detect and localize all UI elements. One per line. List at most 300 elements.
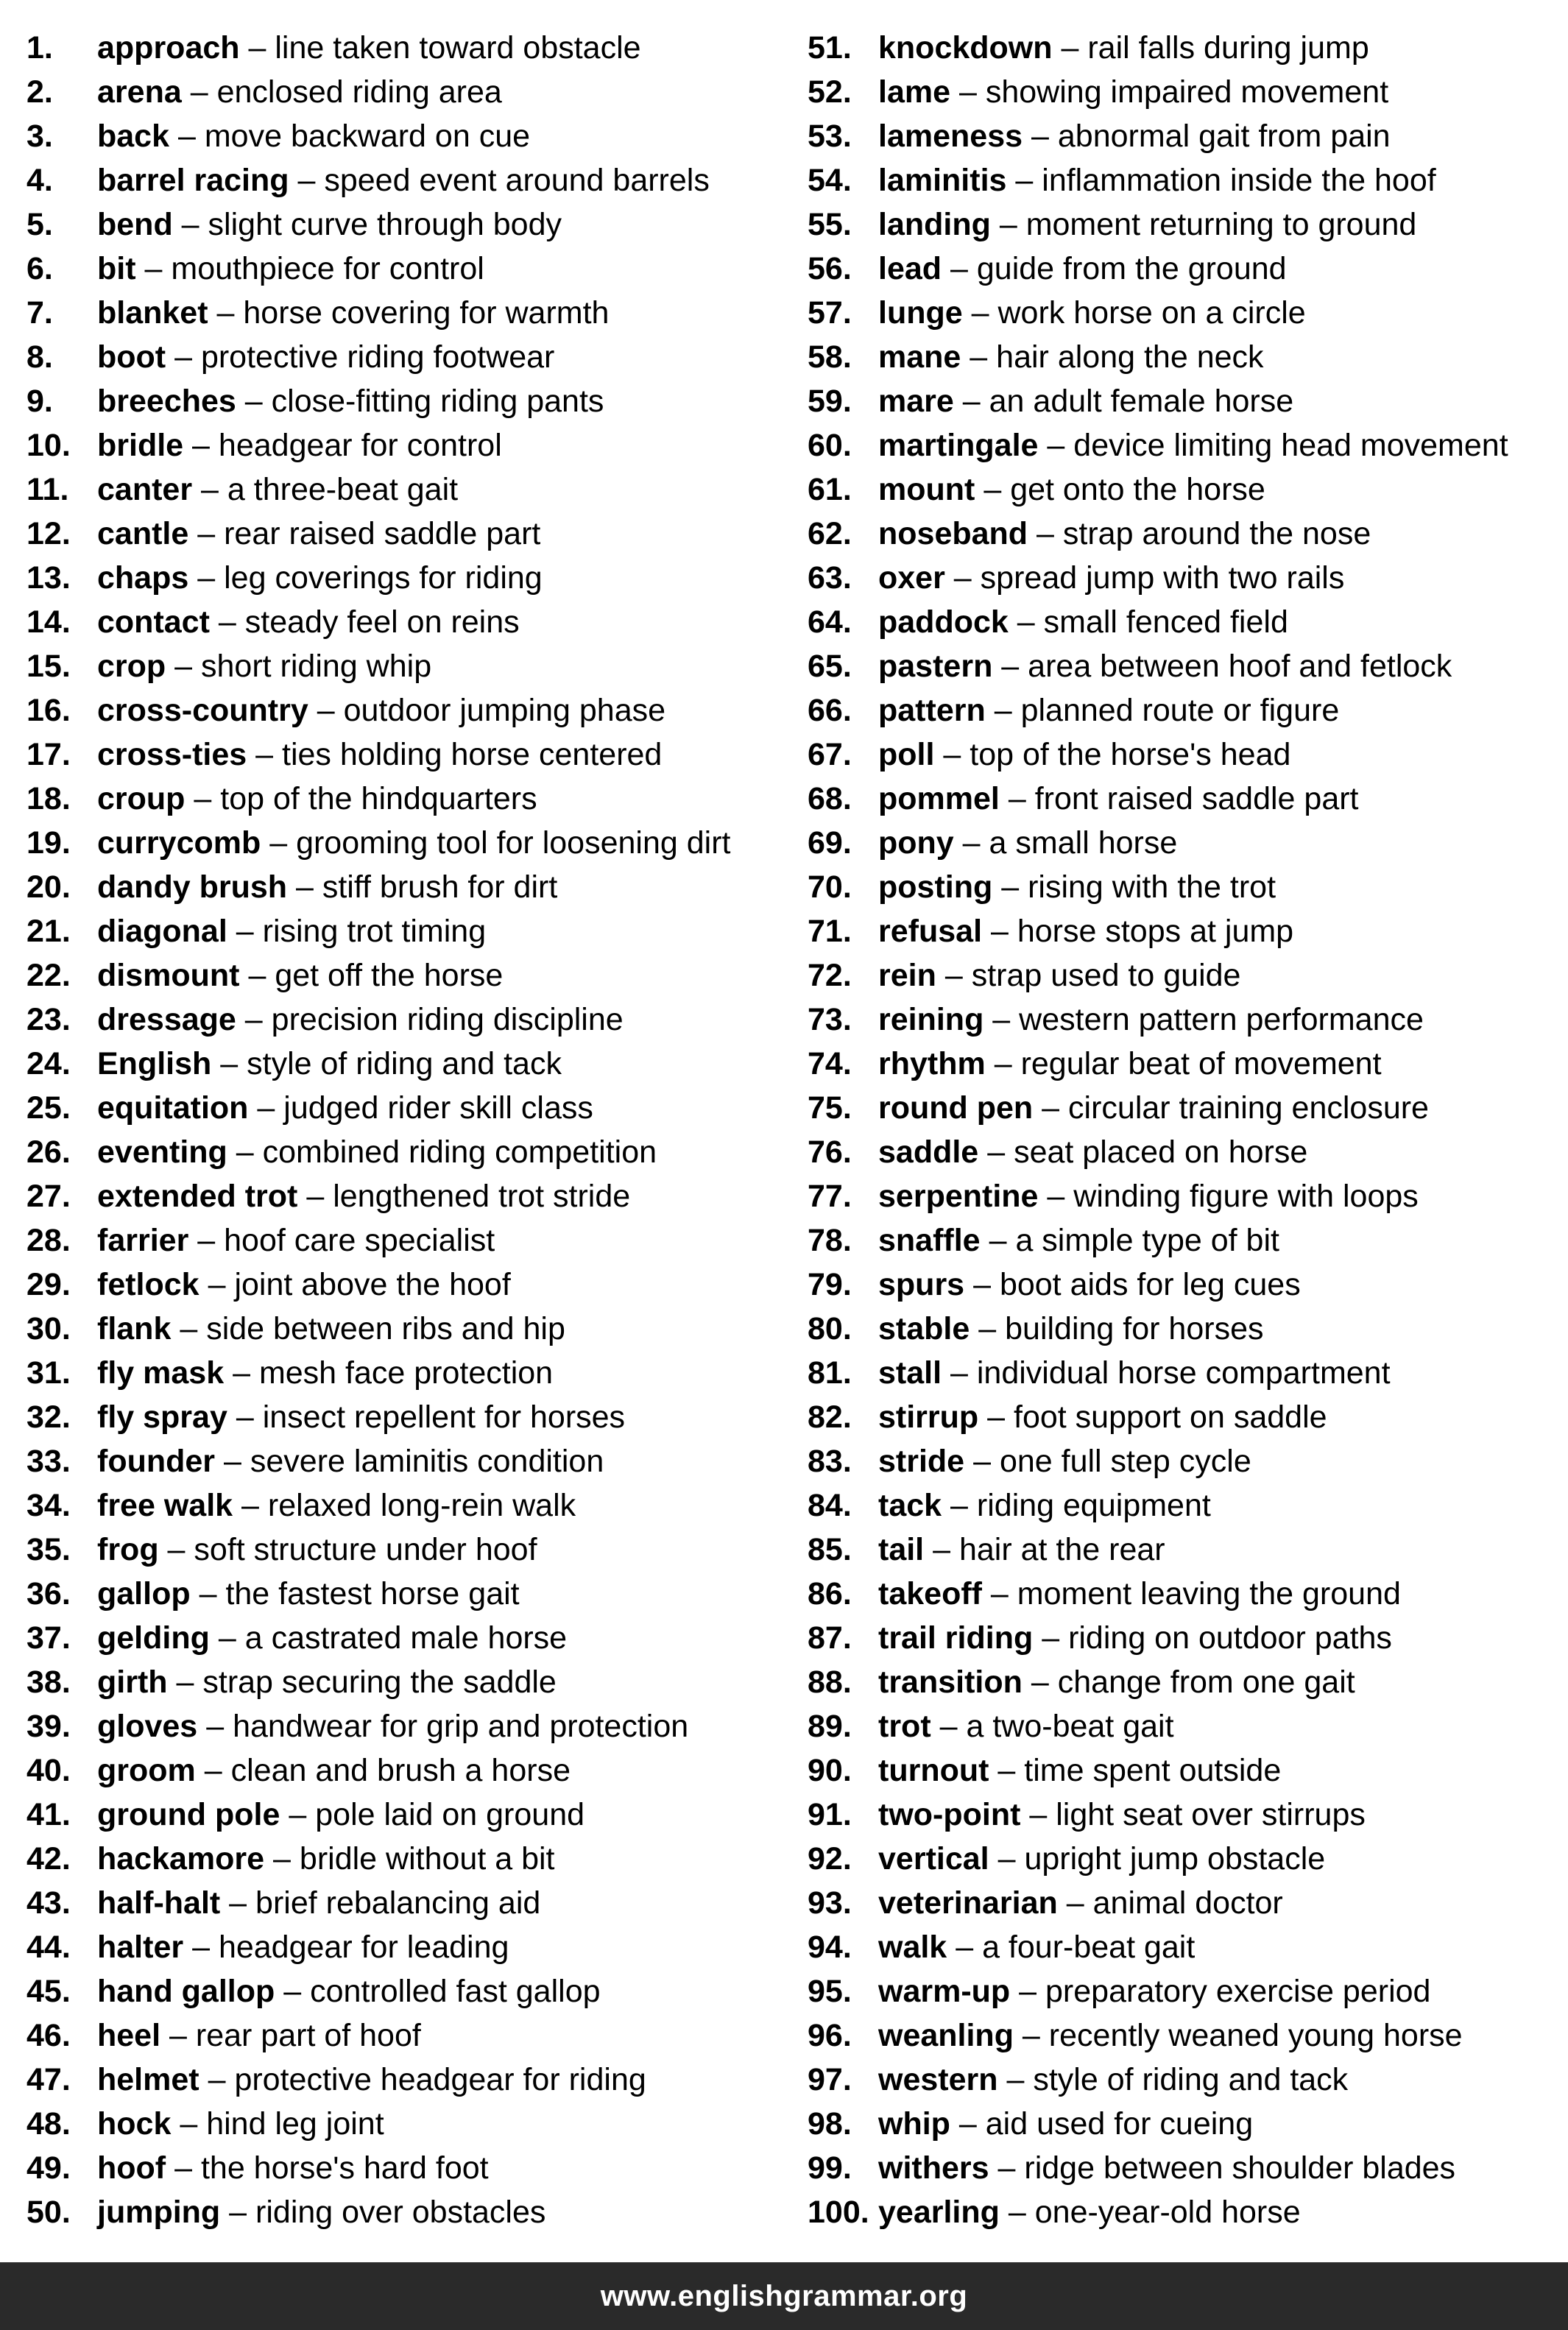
vocab-entry bbox=[27, 1307, 785, 1351]
entry-dash: – bbox=[989, 1223, 1007, 1258]
vocab-entry bbox=[27, 865, 785, 909]
entry-term: trot bbox=[878, 1709, 931, 1744]
entry-term: trail riding bbox=[878, 1620, 1034, 1656]
vocab-entry bbox=[27, 1616, 785, 1660]
entry-definition: a three-beat gait bbox=[227, 472, 459, 507]
entry-term: stride bbox=[878, 1444, 965, 1479]
vocab-entry bbox=[27, 1395, 785, 1439]
entry-definition: work horse on a circle bbox=[997, 295, 1306, 331]
entry-term: weanling bbox=[878, 2018, 1014, 2053]
entry-term: dressage bbox=[97, 1002, 236, 1037]
entry-term: lameness bbox=[878, 119, 1023, 154]
entry-definition: planned route or figure bbox=[1020, 693, 1340, 728]
entry-dash: – bbox=[199, 1576, 217, 1611]
vocab-entry bbox=[27, 1263, 785, 1307]
entry-dash: – bbox=[1031, 119, 1049, 154]
entry-dash: – bbox=[950, 1488, 968, 1523]
entry-dash: – bbox=[174, 2150, 192, 2186]
vocab-entry bbox=[808, 600, 1568, 644]
entry-number: 7. bbox=[27, 295, 53, 331]
entry-definition: enclosed riding area bbox=[216, 74, 502, 110]
vocab-entry bbox=[27, 291, 785, 335]
vocab-entry bbox=[808, 1174, 1568, 1218]
entry-definition: leg coverings for riding bbox=[224, 560, 543, 596]
entry-definition: building for horses bbox=[1005, 1311, 1264, 1346]
vocab-entry bbox=[808, 1483, 1568, 1528]
entry-dash: – bbox=[144, 251, 163, 286]
entry-number: 13. bbox=[27, 560, 71, 596]
entry-definition: moment returning to ground bbox=[1025, 207, 1417, 242]
entry-number: 41. bbox=[27, 1797, 71, 1832]
entry-dash: – bbox=[229, 1885, 247, 1921]
entry-number: 31. bbox=[27, 1355, 71, 1391]
entry-number: 97. bbox=[808, 2062, 852, 2097]
vocab-entry bbox=[808, 644, 1568, 688]
entry-term: jumping bbox=[97, 2195, 221, 2230]
entry-term: walk bbox=[878, 1930, 947, 1965]
entry-term: crop bbox=[97, 649, 166, 684]
entry-term: hoof bbox=[97, 2150, 166, 2186]
entry-definition: horse covering for warmth bbox=[243, 295, 610, 331]
vocab-entry bbox=[27, 423, 785, 467]
entry-definition: one-year-old horse bbox=[1034, 2195, 1301, 2230]
vocab-entry bbox=[27, 1218, 785, 1263]
entry-dash: – bbox=[218, 1620, 236, 1656]
entry-dash: – bbox=[194, 781, 212, 816]
entry-definition: judged rider skill class bbox=[283, 1090, 593, 1126]
entry-dash: – bbox=[229, 2195, 247, 2230]
entry-number: 15. bbox=[27, 649, 71, 684]
entry-term: barrel racing bbox=[97, 163, 289, 198]
vocab-entry bbox=[808, 379, 1568, 423]
entry-term: hackamore bbox=[97, 1841, 265, 1877]
entry-term: cross-country bbox=[97, 693, 308, 728]
entry-dash: – bbox=[295, 869, 314, 905]
entry-dash: – bbox=[1001, 649, 1020, 684]
vocab-entry bbox=[808, 777, 1568, 821]
entry-dash: – bbox=[197, 516, 216, 551]
vocab-entry bbox=[27, 202, 785, 247]
entry-definition: moment leaving the ground bbox=[1017, 1576, 1401, 1611]
entry-dash: – bbox=[958, 2106, 977, 2142]
vocab-entry bbox=[808, 423, 1568, 467]
entry-dash: – bbox=[962, 825, 981, 861]
entry-term: tack bbox=[878, 1488, 942, 1523]
vocab-entry bbox=[808, 865, 1568, 909]
entry-number: 77. bbox=[808, 1179, 852, 1214]
vocab-entry bbox=[27, 1439, 785, 1483]
vocab-entry bbox=[808, 1837, 1568, 1881]
entry-dash: – bbox=[1036, 516, 1054, 551]
vocab-entry bbox=[808, 1528, 1568, 1572]
entry-number: 62. bbox=[808, 516, 852, 551]
entry-definition: device limiting head movement bbox=[1073, 428, 1508, 463]
entry-dash: – bbox=[181, 207, 199, 242]
entry-term: bit bbox=[97, 251, 136, 286]
entry-number: 27. bbox=[27, 1179, 71, 1214]
entry-term: eventing bbox=[97, 1134, 227, 1170]
entry-dash: – bbox=[950, 1355, 968, 1391]
entry-definition: recently weaned young horse bbox=[1048, 2018, 1463, 2053]
entry-number: 9. bbox=[27, 384, 53, 419]
vocab-entry bbox=[808, 688, 1568, 732]
entry-dash: – bbox=[1019, 1974, 1037, 2009]
entry-term: serpentine bbox=[878, 1179, 1039, 1214]
entry-dash: – bbox=[970, 339, 988, 375]
entry-number: 24. bbox=[27, 1046, 71, 1081]
entry-dash: – bbox=[933, 1532, 951, 1567]
entry-term: turnout bbox=[878, 1753, 989, 1788]
entry-term: ground pole bbox=[97, 1797, 280, 1832]
entry-definition: steady feel on reins bbox=[244, 604, 520, 640]
entry-definition: inflammation inside the hoof bbox=[1042, 163, 1436, 198]
entry-number: 54. bbox=[808, 163, 852, 198]
vocab-entry bbox=[27, 732, 785, 777]
vocab-entry bbox=[27, 512, 785, 556]
entry-dash: – bbox=[1047, 428, 1065, 463]
entry-number: 83. bbox=[808, 1444, 852, 1479]
vocab-entry bbox=[808, 467, 1568, 512]
entry-dash: – bbox=[169, 2018, 187, 2053]
entry-term: stirrup bbox=[878, 1399, 979, 1435]
entry-term: halter bbox=[97, 1930, 184, 1965]
footer-url[interactable]: www.englishgrammar.org bbox=[600, 2279, 968, 2312]
entry-definition: slight curve through body bbox=[208, 207, 562, 242]
entry-number: 85. bbox=[808, 1532, 852, 1567]
vocab-entry bbox=[808, 1042, 1568, 1086]
entry-definition: an adult female horse bbox=[989, 384, 1294, 419]
entry-term: blanket bbox=[97, 295, 208, 331]
entry-number: 16. bbox=[27, 693, 71, 728]
entry-definition: mouthpiece for control bbox=[171, 251, 484, 286]
entry-dash: – bbox=[943, 737, 961, 772]
entry-dash: – bbox=[283, 1974, 302, 2009]
entry-term: dismount bbox=[97, 958, 240, 993]
vocab-entry bbox=[27, 1969, 785, 2013]
entry-definition: guide from the ground bbox=[976, 251, 1287, 286]
vocab-entry bbox=[27, 1660, 785, 1704]
entry-number: 20. bbox=[27, 869, 71, 905]
entry-definition: style of riding and tack bbox=[1033, 2062, 1349, 2097]
vocab-entry bbox=[808, 953, 1568, 998]
entry-definition: a two-beat gait bbox=[966, 1709, 1174, 1744]
entry-dash: – bbox=[167, 1532, 186, 1567]
entry-term: fly spray bbox=[97, 1399, 227, 1435]
entry-term: two-point bbox=[878, 1797, 1021, 1832]
vocab-entry bbox=[27, 1042, 785, 1086]
vocab-entry bbox=[808, 512, 1568, 556]
vocab-entry bbox=[27, 1483, 785, 1528]
entry-definition: riding over obstacles bbox=[255, 2195, 546, 2230]
entry-number: 4. bbox=[27, 163, 53, 198]
entry-dash: – bbox=[236, 914, 254, 949]
entry-number: 88. bbox=[808, 1664, 852, 1700]
entry-number: 70. bbox=[808, 869, 852, 905]
entry-definition: grooming tool for loosening dirt bbox=[296, 825, 731, 861]
entry-number: 21. bbox=[27, 914, 71, 949]
entry-definition: hair along the neck bbox=[996, 339, 1264, 375]
vocab-entry bbox=[808, 1218, 1568, 1263]
vocab-entry bbox=[27, 1793, 785, 1837]
entry-dash: – bbox=[224, 1444, 241, 1479]
entry-definition: hoof care specialist bbox=[224, 1223, 495, 1258]
vocab-entry bbox=[27, 379, 785, 423]
entry-definition: rising with the trot bbox=[1028, 869, 1276, 905]
entry-dash: – bbox=[204, 1753, 222, 1788]
vocab-entry bbox=[808, 556, 1568, 600]
entry-number: 94. bbox=[808, 1930, 852, 1965]
entry-number: 48. bbox=[27, 2106, 71, 2142]
entry-term: canter bbox=[97, 472, 193, 507]
entry-term: contact bbox=[97, 604, 210, 640]
entry-definition: aid used for cueing bbox=[985, 2106, 1254, 2142]
entry-dash: – bbox=[306, 1179, 325, 1214]
entry-definition: mesh face protection bbox=[258, 1355, 554, 1391]
vocab-entry bbox=[808, 202, 1568, 247]
entry-definition: clean and brush a horse bbox=[230, 1753, 571, 1788]
entry-number: 45. bbox=[27, 1974, 71, 2009]
entry-term: saddle bbox=[878, 1134, 979, 1170]
entry-dash: – bbox=[1061, 30, 1079, 66]
entry-term: yearling bbox=[878, 2195, 1000, 2230]
entry-term: equitation bbox=[97, 1090, 249, 1126]
entry-term: diagonal bbox=[97, 914, 227, 949]
entry-term: farrier bbox=[97, 1223, 189, 1258]
left-column-list bbox=[27, 26, 785, 2234]
vocab-entry bbox=[27, 70, 785, 114]
entry-definition: preparatory exercise period bbox=[1045, 1974, 1431, 2009]
entry-definition: move backward on cue bbox=[204, 119, 531, 154]
entry-term: arena bbox=[97, 74, 182, 110]
vocab-entry bbox=[808, 26, 1568, 70]
vocab-entry bbox=[808, 1925, 1568, 1969]
entry-number: 53. bbox=[808, 119, 852, 154]
entry-definition: stiff brush for dirt bbox=[322, 869, 558, 905]
entry-definition: upright jump obstacle bbox=[1024, 1841, 1326, 1877]
entry-term: poll bbox=[878, 737, 935, 772]
entry-number: 14. bbox=[27, 604, 71, 640]
entry-term: western bbox=[878, 2062, 998, 2097]
entry-number: 73. bbox=[808, 1002, 852, 1037]
vocab-entry bbox=[808, 1395, 1568, 1439]
entry-number: 93. bbox=[808, 1885, 852, 1921]
entry-term: mount bbox=[878, 472, 975, 507]
entry-number: 23. bbox=[27, 1002, 71, 1037]
vocab-entry bbox=[27, 1086, 785, 1130]
entry-dash: – bbox=[317, 693, 335, 728]
entry-dash: – bbox=[990, 914, 1009, 949]
entry-definition: a castrated male horse bbox=[244, 1620, 568, 1656]
entry-number: 1. bbox=[27, 30, 53, 66]
entry-term: heel bbox=[97, 2018, 161, 2053]
entry-definition: hind leg joint bbox=[206, 2106, 384, 2142]
entry-number: 80. bbox=[808, 1311, 852, 1346]
entry-number: 78. bbox=[808, 1223, 852, 1258]
entry-dash: – bbox=[962, 384, 981, 419]
entry-definition: area between hoof and fetlock bbox=[1028, 649, 1452, 684]
entry-dash: – bbox=[1042, 1620, 1060, 1656]
entry-number: 43. bbox=[27, 1885, 71, 1921]
entry-dash: – bbox=[978, 1311, 997, 1346]
vocab-entry bbox=[808, 1307, 1568, 1351]
vocab-entry bbox=[27, 1174, 785, 1218]
vocab-entry bbox=[808, 114, 1568, 158]
entry-dash: – bbox=[1042, 1090, 1060, 1126]
vocab-entry bbox=[27, 467, 785, 512]
entry-dash: – bbox=[220, 1046, 239, 1081]
entry-dash: – bbox=[297, 163, 316, 198]
entry-number: 89. bbox=[808, 1709, 852, 1744]
entry-term: currycomb bbox=[97, 825, 261, 861]
entry-term: takeoff bbox=[878, 1576, 982, 1611]
entry-number: 3. bbox=[27, 119, 53, 154]
entry-definition: showing impaired movement bbox=[985, 74, 1389, 110]
entry-term: half-halt bbox=[97, 1885, 221, 1921]
entry-definition: ridge between shoulder blades bbox=[1024, 2150, 1456, 2186]
entry-definition: handwear for grip and protection bbox=[233, 1709, 689, 1744]
vocab-entry bbox=[27, 1837, 785, 1881]
entry-term: gloves bbox=[97, 1709, 198, 1744]
entry-definition: line taken toward obstacle bbox=[275, 30, 641, 66]
vocab-entry bbox=[808, 1351, 1568, 1395]
right-column-list bbox=[808, 26, 1568, 2234]
entry-term: round pen bbox=[878, 1090, 1034, 1126]
entry-definition: outdoor jumping phase bbox=[343, 693, 666, 728]
entry-number: 36. bbox=[27, 1576, 71, 1611]
vocab-entry bbox=[27, 1351, 785, 1395]
entry-number: 18. bbox=[27, 781, 71, 816]
entry-term: cross-ties bbox=[97, 737, 247, 772]
entry-definition: relaxed long-rein walk bbox=[267, 1488, 576, 1523]
entry-dash: – bbox=[180, 2106, 198, 2142]
entry-number: 35. bbox=[27, 1532, 71, 1567]
entry-term: pattern bbox=[878, 693, 986, 728]
vocab-entry bbox=[27, 247, 785, 291]
footer-bar bbox=[0, 2262, 1568, 2330]
entry-dash: – bbox=[174, 339, 192, 375]
entry-definition: small fenced field bbox=[1043, 604, 1288, 640]
vocab-entry bbox=[27, 2102, 785, 2146]
entry-dash: – bbox=[950, 251, 968, 286]
entry-term: paddock bbox=[878, 604, 1009, 640]
entry-definition: spread jump with two rails bbox=[980, 560, 1345, 596]
vocab-entry bbox=[808, 158, 1568, 202]
entry-dash: – bbox=[176, 1664, 194, 1700]
entry-definition: speed event around barrels bbox=[324, 163, 710, 198]
entry-dash: – bbox=[1006, 2062, 1025, 2097]
entry-number: 6. bbox=[27, 251, 53, 286]
entry-dash: – bbox=[269, 825, 288, 861]
entry-dash: – bbox=[244, 384, 263, 419]
entry-definition: combined riding competition bbox=[262, 1134, 657, 1170]
entry-dash: – bbox=[944, 958, 963, 993]
entry-term: bend bbox=[97, 207, 173, 242]
vocab-entry bbox=[808, 1704, 1568, 1748]
entry-term: pony bbox=[878, 825, 954, 861]
entry-term: martingale bbox=[878, 428, 1039, 463]
vocab-entry bbox=[27, 158, 785, 202]
entry-number: 81. bbox=[808, 1355, 852, 1391]
entry-definition: front raised saddle part bbox=[1034, 781, 1359, 816]
vocab-entry bbox=[808, 2190, 1568, 2234]
entry-definition: the horse's hard foot bbox=[200, 2150, 489, 2186]
vocab-entry bbox=[808, 732, 1568, 777]
entry-dash: – bbox=[999, 207, 1017, 242]
vocab-entry bbox=[808, 998, 1568, 1042]
vocab-entry bbox=[27, 114, 785, 158]
entry-term: gelding bbox=[97, 1620, 210, 1656]
entry-definition: individual horse compartment bbox=[976, 1355, 1391, 1391]
entry-number: 39. bbox=[27, 1709, 71, 1744]
entry-dash: – bbox=[1008, 2195, 1026, 2230]
entry-term: girth bbox=[97, 1664, 168, 1700]
entry-definition: get off the horse bbox=[275, 958, 504, 993]
entry-term: pastern bbox=[878, 649, 993, 684]
entry-dash: – bbox=[973, 1267, 991, 1302]
entry-term: gallop bbox=[97, 1576, 191, 1611]
entry-number: 25. bbox=[27, 1090, 71, 1126]
entry-number: 17. bbox=[27, 737, 71, 772]
entry-term: mane bbox=[878, 339, 961, 375]
vocab-entry bbox=[27, 909, 785, 953]
entry-term: dandy brush bbox=[97, 869, 288, 905]
entry-dash: – bbox=[192, 428, 210, 463]
entry-term: hock bbox=[97, 2106, 172, 2142]
vocab-entry bbox=[808, 2058, 1568, 2102]
entry-definition: winding figure with loops bbox=[1073, 1179, 1419, 1214]
entry-term: lead bbox=[878, 251, 942, 286]
entry-dash: – bbox=[990, 1576, 1009, 1611]
entry-term: reining bbox=[878, 1002, 984, 1037]
entry-number: 26. bbox=[27, 1134, 71, 1170]
entry-definition: headgear for control bbox=[218, 428, 502, 463]
entry-number: 79. bbox=[808, 1267, 852, 1302]
entry-term: fly mask bbox=[97, 1355, 225, 1391]
entry-definition: rail falls during jump bbox=[1087, 30, 1369, 66]
entry-term: snaffle bbox=[878, 1223, 981, 1258]
vocab-entry bbox=[27, 953, 785, 998]
entry-number: 32. bbox=[27, 1399, 71, 1435]
vocab-entry bbox=[27, 821, 785, 865]
entry-number: 96. bbox=[808, 2018, 852, 2053]
entry-term: mare bbox=[878, 384, 954, 419]
entry-number: 75. bbox=[808, 1090, 852, 1126]
vocab-entry bbox=[808, 291, 1568, 335]
entry-number: 2. bbox=[27, 74, 53, 110]
entry-number: 67. bbox=[808, 737, 852, 772]
entry-definition: style of riding and tack bbox=[247, 1046, 562, 1081]
entry-dash: – bbox=[1015, 163, 1034, 198]
entry-number: 33. bbox=[27, 1444, 71, 1479]
entry-dash: – bbox=[1017, 604, 1035, 640]
entry-number: 99. bbox=[808, 2150, 852, 2186]
entry-term: lunge bbox=[878, 295, 963, 331]
entry-number: 71. bbox=[808, 914, 852, 949]
entry-number: 74. bbox=[808, 1046, 852, 1081]
entry-term: knockdown bbox=[878, 30, 1053, 66]
entry-dash: – bbox=[201, 472, 219, 507]
entry-term: back bbox=[97, 119, 170, 154]
entry-dash: – bbox=[987, 1399, 1006, 1435]
entry-definition: side between ribs and hip bbox=[206, 1311, 565, 1346]
entry-definition: severe laminitis condition bbox=[250, 1444, 604, 1479]
vocab-entry bbox=[808, 1130, 1568, 1174]
entry-definition: hair at the rear bbox=[958, 1532, 1165, 1567]
entry-number: 59. bbox=[808, 384, 852, 419]
entry-number: 28. bbox=[27, 1223, 71, 1258]
entry-definition: time spent outside bbox=[1024, 1753, 1282, 1788]
entry-term: hand gallop bbox=[97, 1974, 275, 2009]
